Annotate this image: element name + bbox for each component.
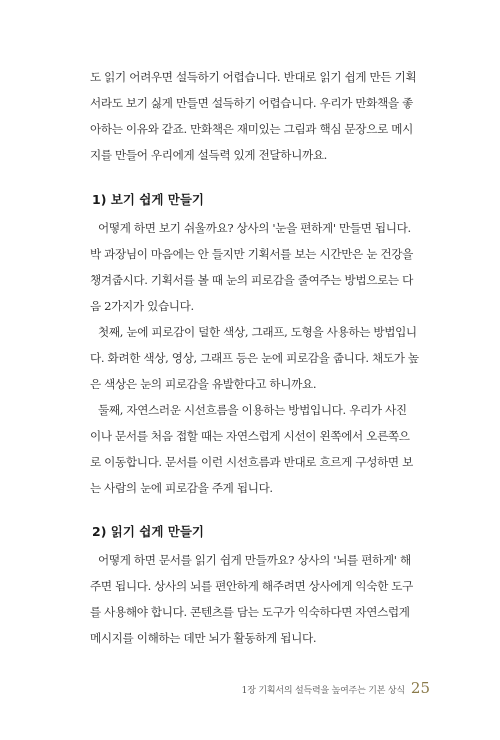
- chapter-title: 1장 기획서의 설득력을 높여주는 기본 상식: [241, 686, 405, 696]
- section1-line-10: 로 이동합니다. 문서를 이런 시선흐름과 반대로 흐르게 구성하면 보: [90, 455, 413, 469]
- section2-line-2: 주면 됩니다. 상사의 뇌를 편안하게 해주려면 상사에게 익숙한 도구: [90, 579, 413, 593]
- section2-line-4: 메시지를 이해하는 데만 뇌가 활동하게 됩니다.: [90, 631, 317, 645]
- section1-heading: 1) 보기 쉽게 만들기: [92, 192, 204, 207]
- section2-line-1: 어떻게 하면 문서를 읽기 쉽게 만들까요? 상사의 '뇌를 편하게' 해: [98, 553, 411, 567]
- intro-line-3: 아하는 이유와 같죠. 만화책은 재미있는 그림과 핵심 문장으로 메시: [90, 122, 413, 136]
- section1-line-2: 박 과장님이 마음에는 안 들지만 기획서를 보는 시간만은 눈 건강을: [90, 247, 413, 261]
- section1-line-8: 둘째, 자연스러운 시선흐름을 이용하는 방법입니다. 우리가 사진: [98, 403, 407, 417]
- section2-line-3: 를 사용해야 합니다. 콘텐츠를 담는 도구가 익숙하다면 자연스럽게: [90, 605, 410, 619]
- intro-line-1: 도 읽기 어려우면 설득하기 어렵습니다. 반대로 읽기 쉽게 만든 기획: [90, 70, 417, 84]
- section1-line-6: 다. 화려한 색상, 영상, 그래프 등은 눈에 피로감을 줍니다. 채도가 높: [90, 351, 419, 365]
- intro-line-4: 지를 만들어 우리에게 설득력 있게 전달하니까요.: [90, 148, 328, 162]
- section1-line-4: 음 2가지가 있습니다.: [90, 299, 194, 313]
- section1-line-3: 챙겨줍시다. 기획서를 볼 때 눈의 피로감을 줄여주는 방법으로는 다: [90, 273, 413, 287]
- intro-line-2: 서라도 보기 싫게 만들면 설득하기 어렵습니다. 우리가 만화책을 좋: [90, 96, 413, 110]
- section1-line-7: 은 색상은 눈의 피로감을 유발한다고 하니까요.: [90, 377, 317, 391]
- page-number: 25: [410, 679, 430, 697]
- section1-line-5: 첫째, 눈에 피로감이 덜한 색상, 그래프, 도형을 사용하는 방법입니: [98, 325, 417, 339]
- section1-line-1: 어떻게 하면 보기 쉬울까요? 상사의 '눈을 편하게' 만들면 됩니다.: [98, 221, 411, 235]
- section2-heading: 2) 읽기 쉽게 만들기: [92, 524, 204, 539]
- section1-line-9: 이나 문서를 처음 접할 때는 자연스럽게 시선이 왼쪽에서 오른쪽으: [90, 429, 410, 443]
- page-footer: [242, 679, 430, 697]
- section1-line-11: 는 사람의 눈에 피로감을 주게 됩니다.: [90, 481, 273, 495]
